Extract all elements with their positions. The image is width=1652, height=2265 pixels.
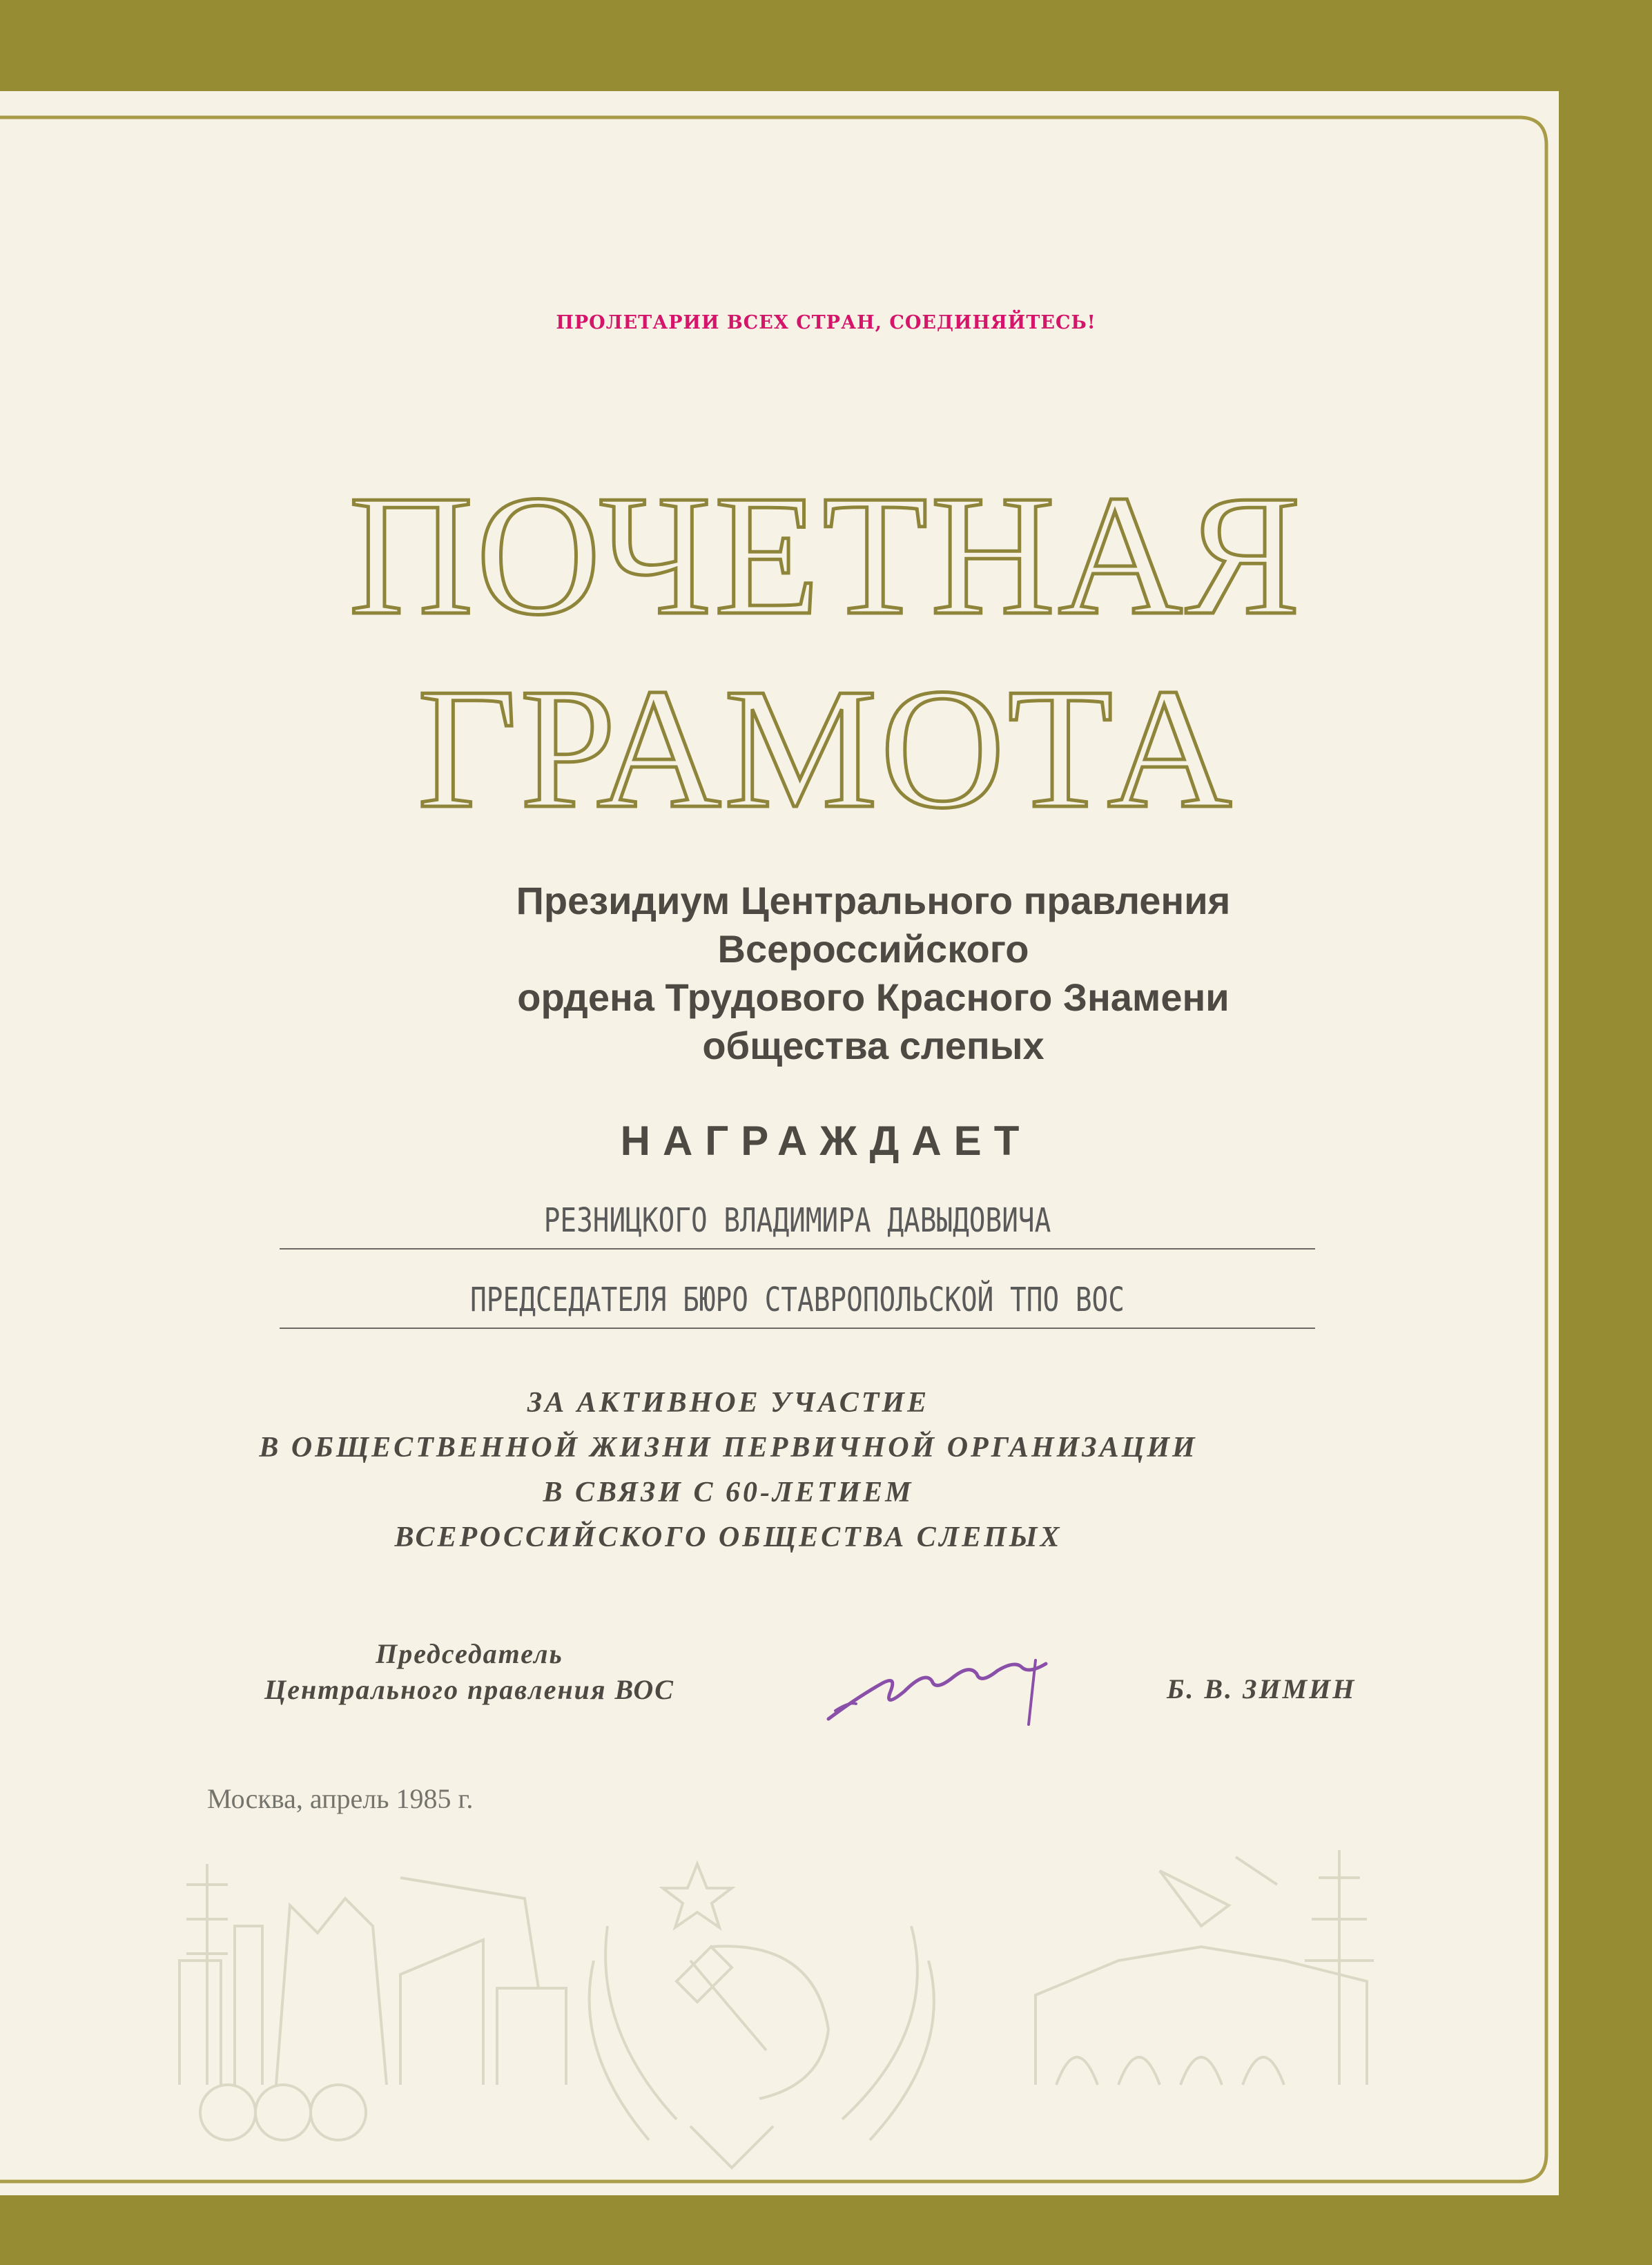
handwritten-signature-icon [815,1643,1091,1733]
place-date: Москва, апрель 1985 г. [207,1783,474,1814]
title-line-2: ГРАМОТА [417,653,1235,844]
embossed-emblem [0,1822,1559,2195]
recipient-name-line [280,1248,1315,1250]
reason-line: ВСЕРОССИЙСКОГО ОБЩЕСТВА СЛЕПЫХ [394,1522,1062,1553]
issuer-line: общества слепых [702,1024,1044,1067]
signatory-role-line: Председатель [376,1638,563,1669]
issuer-line: Президиум Центрального правления [516,879,1231,922]
recipient-position-line [280,1328,1315,1329]
issuer-line: ордена Трудового Красного Знамени [517,975,1230,1019]
reason-line: ЗА АКТИВНОЕ УЧАСТИЕ [527,1387,930,1419]
star-icon [663,1864,732,1927]
reason-line: В ОБЩЕСТВЕННОЙ ЖИЗНИ ПЕРВИЧНОЙ ОРГАНИЗАЦИИ [259,1432,1198,1464]
issuer-line: Всероссийского [717,927,1029,971]
issuer-block [0,877,1652,1070]
industry-scene-right-icon [1036,1850,1374,2085]
slogan: ПРОЛЕТАРИИ ВСЕХ СТРАН, СОЕДИНЯЙТЕСЬ! [556,312,1096,333]
signatory-role-line: Центрального правления ВОС [264,1674,674,1705]
signatory-role [200,1636,739,1708]
wreath-icon [590,1926,677,2140]
title-line-1: ПОЧЕТНАЯ [349,460,1303,651]
awards-heading: НАГРАЖДАЕТ [620,1118,1032,1164]
recipient-position: ПРЕДСЕДАТЕЛЯ БЮРО СТАВРОПОЛЬСКОЙ ТПО ВОС [470,1281,1125,1319]
signatory-name: Б. В. ЗИМИН [1167,1673,1357,1704]
factory-scene-left-icon [179,1864,566,2140]
reason-block [0,1381,1457,1560]
recipient-name: РЕЗНИЦКОГО ВЛАДИМИРА ДАВЫДОВИЧА [543,1201,1051,1240]
reason-line: В СВЯЗИ С 60-ЛЕТИЕМ [543,1477,914,1508]
hammer-and-sickle-emblem-icon [590,1864,934,2168]
